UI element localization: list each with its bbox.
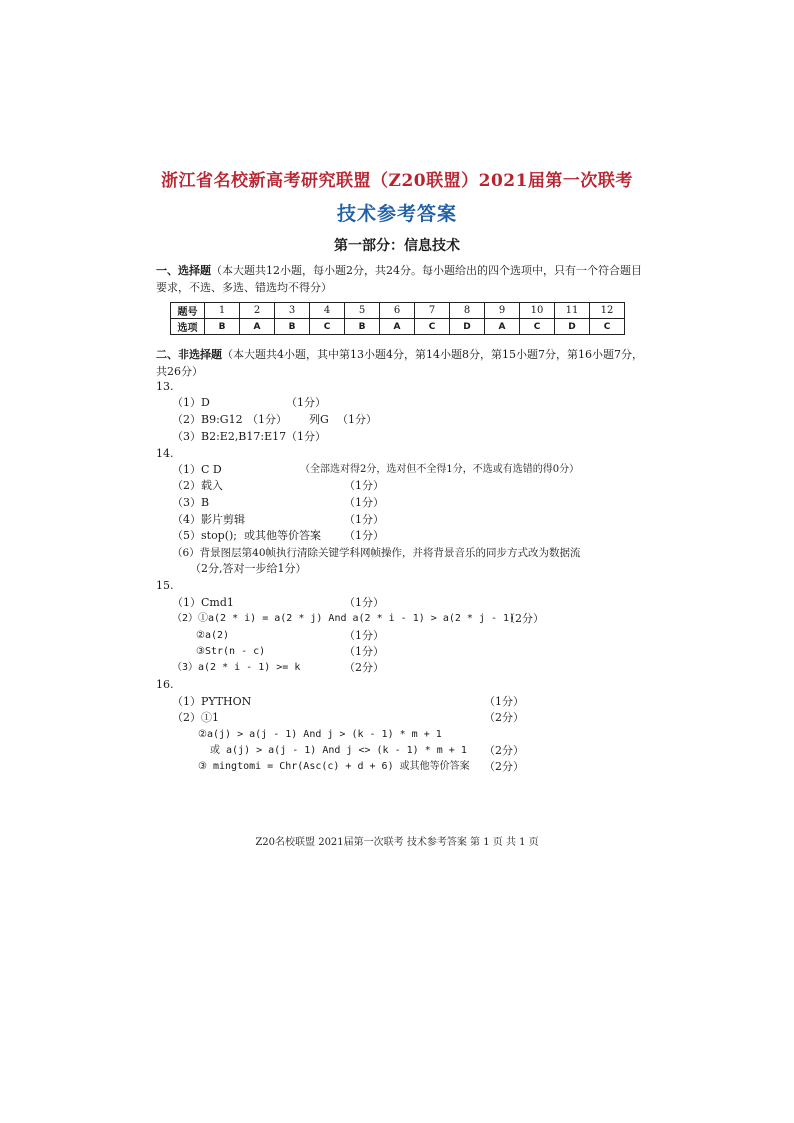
table-cell: A — [485, 319, 520, 335]
q13-answer-3: （3）B2:E2,B17:E17 — [172, 430, 287, 443]
q15-score-4: （1分） — [344, 645, 384, 658]
table-cell: 2 — [240, 303, 275, 319]
table-cell: C — [520, 319, 555, 335]
q15-score-5: （2分） — [344, 661, 384, 674]
table-row — [171, 319, 625, 335]
q15-answer-3: ②a(2) — [196, 630, 230, 641]
section-2-heading: 二、非选择题 — [156, 348, 222, 361]
section-2-desc: （本大题共4小题，其中第13小题4分，第14小题8分，第15小题7分，第16小题7分，共26分） — [156, 348, 643, 378]
section-1-heading: 一、选择题 — [156, 264, 211, 277]
table-cell: B — [345, 319, 380, 335]
q13-score-2: （1分） — [247, 413, 287, 426]
q15-answer-5: （3）a(2 * i - 1) >= k — [172, 662, 301, 673]
q14-answer-3: （3）B — [172, 496, 210, 509]
page-footer: Z20名校联盟 2021届第一次联考 技术参考答案 第 1 页 共 1 页 — [255, 837, 539, 848]
q13-number: 13. — [156, 380, 174, 393]
q14-number: 14. — [156, 447, 174, 460]
table-cell: 3 — [275, 303, 310, 319]
q14-answer-4: （4）影片剪辑 — [172, 513, 245, 526]
table-cell: C — [415, 319, 450, 335]
q14-score-4: （1分） — [344, 513, 384, 526]
q14-score-3: （1分） — [344, 496, 384, 509]
q16-score-4: （2分） — [484, 744, 524, 757]
table-row-label: 选项 — [171, 319, 205, 335]
q13-answer-2b: 列G — [309, 413, 329, 426]
table-cell: B — [205, 319, 240, 335]
section-1-desc: （本大题共12小题，每小题2分，共24分。每小题给出的四个选项中，只有一个符合题目要求，不选、多选、错选均不得分） — [156, 264, 642, 294]
q15-answer-2: （2）①a(2 * i) = a(2 * j) And a(2 * i - 1) > a(2 * j - 1) — [172, 613, 516, 624]
q14-answer-1: （1）C D — [172, 463, 222, 476]
q13-score-3: （1分） — [286, 430, 326, 443]
choice-answer-table — [170, 302, 625, 335]
answer-key-title: 技术参考答案 — [336, 203, 457, 225]
table-row — [171, 303, 625, 319]
q16-answer-5: ③ mingtomi = Chr(Asc(c) + d + 6) 或其他等价答案 — [198, 761, 470, 772]
q13-score-1: （1分） — [286, 396, 326, 409]
q16-number: 16. — [156, 678, 174, 691]
table-cell: C — [310, 319, 345, 335]
q16-score-1: （1分） — [484, 695, 524, 708]
table-cell: C — [590, 319, 625, 335]
section-2-intro — [156, 346, 646, 380]
table-cell: 10 — [520, 303, 555, 319]
q15-answer-1: （1）Cmd1 — [172, 596, 234, 609]
q16-answer-2: （2）①1 — [172, 711, 219, 724]
q14-answer-2: （2）载入 — [172, 479, 223, 492]
table-cell: D — [555, 319, 590, 335]
q14-score-5: （1分） — [344, 529, 384, 542]
table-cell: 5 — [345, 303, 380, 319]
table-cell: 4 — [310, 303, 345, 319]
table-cell: A — [380, 319, 415, 335]
table-cell: 12 — [590, 303, 625, 319]
q15-score-2: （2分） — [504, 612, 544, 625]
q15-answer-4: ③Str(n - c) — [196, 646, 266, 657]
q13-answer-1: （1）D — [172, 396, 210, 409]
table-cell: 11 — [555, 303, 590, 319]
table-cell: 8 — [450, 303, 485, 319]
table-cell: D — [450, 319, 485, 335]
exam-title: 浙江省名校新高考研究联盟（Z20联盟）2021届第一次联考 — [161, 171, 633, 191]
q15-score-1: （1分） — [344, 596, 384, 609]
q14-answer-6: （6）背景图层第40帧执行清除关键学科网帧操作，并将背景音乐的同步方式改为数据流 — [172, 547, 581, 559]
table-cell: A — [240, 319, 275, 335]
part-heading: 第一部分：信息技术 — [334, 238, 460, 254]
q14-score-6: （2分,答对一步给1分） — [190, 562, 307, 575]
q13-answer-2: （2）B9:G12 — [172, 413, 243, 426]
q14-score-2: （1分） — [344, 479, 384, 492]
q13-score-2b: （1分） — [337, 413, 377, 426]
q14-answer-5: （5）stop(); 或其他等价答案 — [172, 529, 322, 542]
q16-answer-4: 或 a(j) > a(j - 1) And j <> (k - 1) * m + 1 — [210, 745, 467, 756]
table-cell: B — [275, 319, 310, 335]
q15-score-3: （1分） — [344, 629, 384, 642]
q16-score-5: （2分） — [484, 760, 524, 773]
table-cell: 6 — [380, 303, 415, 319]
q16-score-2: （2分） — [484, 711, 524, 724]
q16-answer-3: ②a(j) > a(j - 1) And j > (k - 1) * m + 1 — [198, 729, 442, 740]
q14-score-1: （全部选对得2分，选对但不全得1分，不选或有选错的得0分） — [300, 464, 580, 475]
q16-answer-1: （1）PYTHON — [172, 695, 252, 708]
q15-number: 15. — [156, 579, 174, 592]
table-row-label: 题号 — [171, 303, 205, 319]
table-cell: 9 — [485, 303, 520, 319]
table-cell: 7 — [415, 303, 450, 319]
section-1-intro — [156, 262, 646, 296]
table-cell: 1 — [205, 303, 240, 319]
